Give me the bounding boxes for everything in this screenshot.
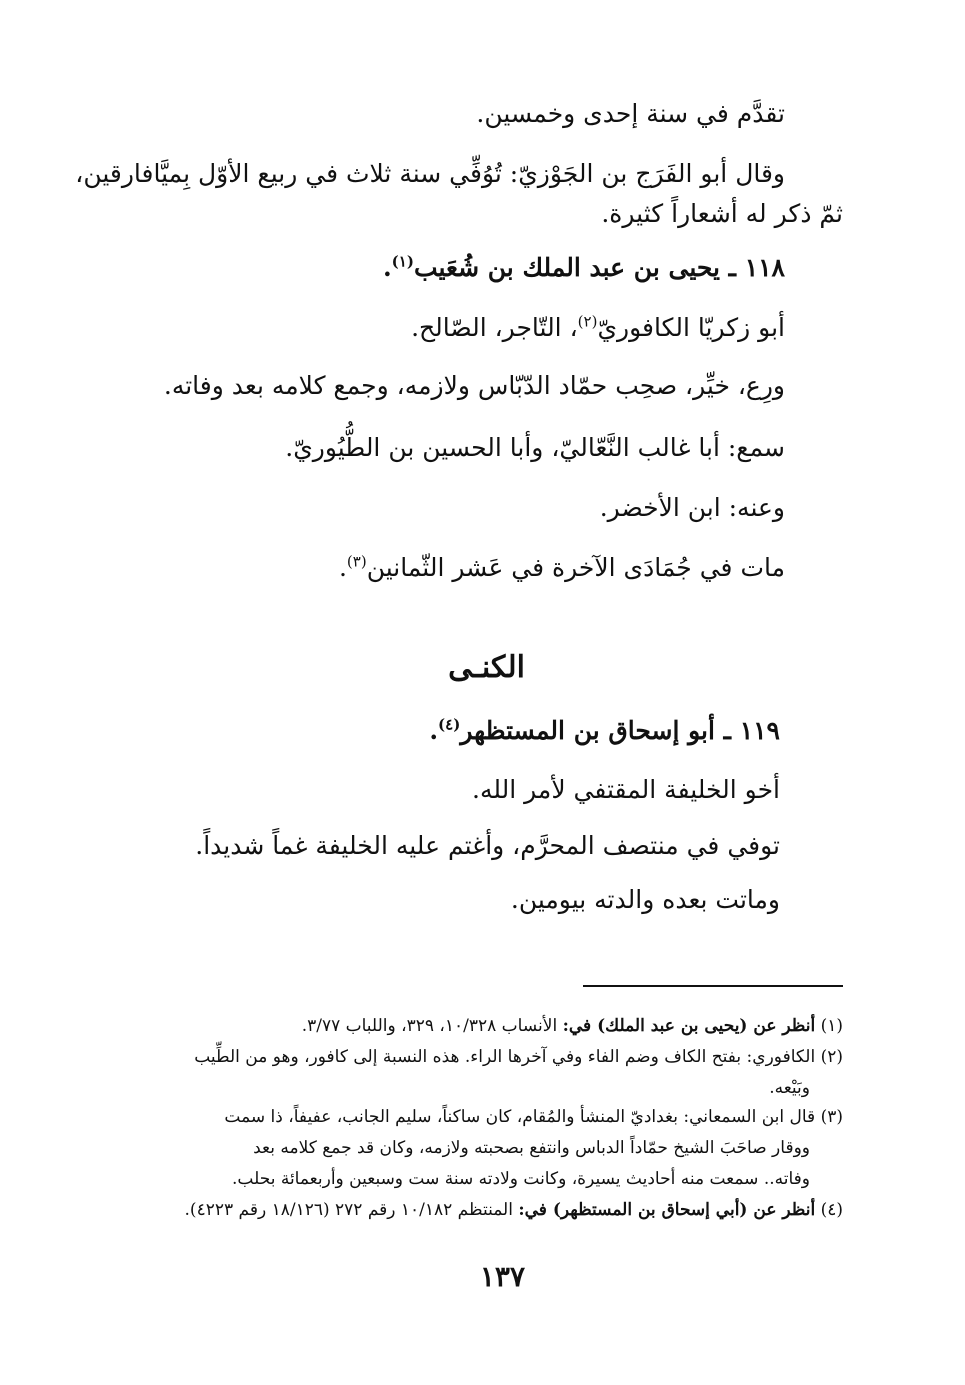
entry-118-line-1 — [411, 312, 785, 345]
footnote-ref-1: (١) — [391, 252, 414, 271]
entry-118-line-2: ورِع، خيِّر، صحِب حمّاد الدّبّاس ولازمه، وجمع كلامه بعد وفاته. — [163, 371, 785, 400]
footnote-4-label: أنظر عن (أبي إسحاق بن المستظهر) في: — [518, 1200, 816, 1220]
page-number: ١٣٧ — [479, 1260, 525, 1293]
entry-118-title-text: ١١٨ ـ يحيى بن عبد الملك بن شُعَيب — [413, 253, 785, 282]
footnote-2-label: الكافوري: — [746, 1047, 816, 1067]
section-title: الكنـى — [448, 650, 525, 685]
footnote-4-text: المنتظم ١٠/١٨٢ رقم ٢٧٢ (١٨/١٢٦ رقم ٤٢٢٣). — [184, 1200, 513, 1220]
footnote-3-continuation-2: وفاته.. سمعت منه أحاديث يسيرة، وكانت ولادته سنة ست وسبعين وأربعمائة بحلب. — [232, 1169, 810, 1189]
footnote-3-label: قال ابن السمعاني: — [683, 1107, 816, 1127]
entry-119-line-1: أخو الخليفة المقتفي لأمر الله. — [472, 775, 780, 804]
entry-119-line-2: توفي في منتصف المحرَّم، وأغتم عليه الخليفة غماً شديداً. — [195, 831, 780, 860]
footnote-ref-3: (٣) — [346, 552, 367, 571]
footnote-separator — [583, 985, 843, 987]
footnote-4-number: (٤) — [820, 1200, 843, 1220]
footnote-2-number: (٢) — [820, 1047, 843, 1067]
footnote-1-text: الأنساب ١٠/٣٢٨، ٣٢٩، واللباب ٣/٧٧. — [301, 1016, 558, 1036]
footnote-2-text: بفتح الكاف وضم الفاء وفي آخرها الراء. هذه النسبة إلى كافور، وهو من الطِّيب — [194, 1047, 742, 1067]
entry-119-title-text: ١١٩ ـ أبو إسحاق بن المستظهر — [460, 716, 780, 745]
footnote-1 — [302, 1015, 843, 1037]
entry-118-line-4: وعنه: ابن الأخضر. — [599, 493, 785, 522]
entry-119-line-3: وماتت بعده والدته بيومين. — [510, 885, 780, 914]
entry-119-title-period: . — [429, 716, 439, 745]
entry-118-line-5 — [339, 552, 785, 585]
text-line-3: ثمّ ذكر له أشعاراً كثيرة. — [601, 199, 843, 228]
footnote-2 — [194, 1046, 843, 1068]
entry-118-line-5-after: . — [338, 553, 347, 582]
entry-119-title — [429, 715, 780, 748]
entry-118-line-5-text: مات في جُمَادَى الآخرة في عَشر الثّمانين — [366, 553, 785, 582]
entry-118-title-period: . — [382, 253, 392, 282]
entry-118-line-1-text: أبو زكريّا الكافوريّ — [597, 313, 785, 342]
footnote-3-text: بغداديّ المنشأ والمُقام، كان ساكناً، سليم الجانب، عفيفاً، ذا سمت — [224, 1107, 678, 1127]
footnote-3 — [224, 1106, 843, 1128]
footnote-1-number: (١) — [820, 1016, 843, 1036]
footnote-ref-2: (٢) — [577, 312, 598, 331]
footnote-2-continuation: وبَيْعه. — [769, 1078, 810, 1098]
text-line-1: تقدَّم في سنة إحدى وخمسين. — [476, 99, 785, 128]
text-line-2: وقال أبو الفَرَج بن الجَوْزيّ: تُوُفِّي سنة ثلاث في ربيع الأوّل بِميَّافارقين، — [75, 159, 785, 188]
entry-118-line-3: سمع: أبا غالب النَّعّاليّ، وأبا الحسين بن الطُّيُوريّ. — [285, 433, 785, 462]
footnote-3-number: (٣) — [820, 1107, 843, 1127]
entry-118-title — [383, 252, 785, 285]
entry-118-line-1-after: ، التّاجر، الصّالح. — [411, 313, 578, 342]
footnote-ref-4: (٤) — [438, 715, 461, 734]
footnote-3-continuation-1: ووقار صاحَبَ الشيخ حمّاداً الدباس وانتفع بصحبته ولازمه، وكان قد جمع كلامه بعد — [253, 1138, 810, 1158]
footnote-4 — [185, 1199, 843, 1221]
footnote-1-label: أنظر عن (يحيى بن عبد الملك) في: — [562, 1016, 816, 1036]
